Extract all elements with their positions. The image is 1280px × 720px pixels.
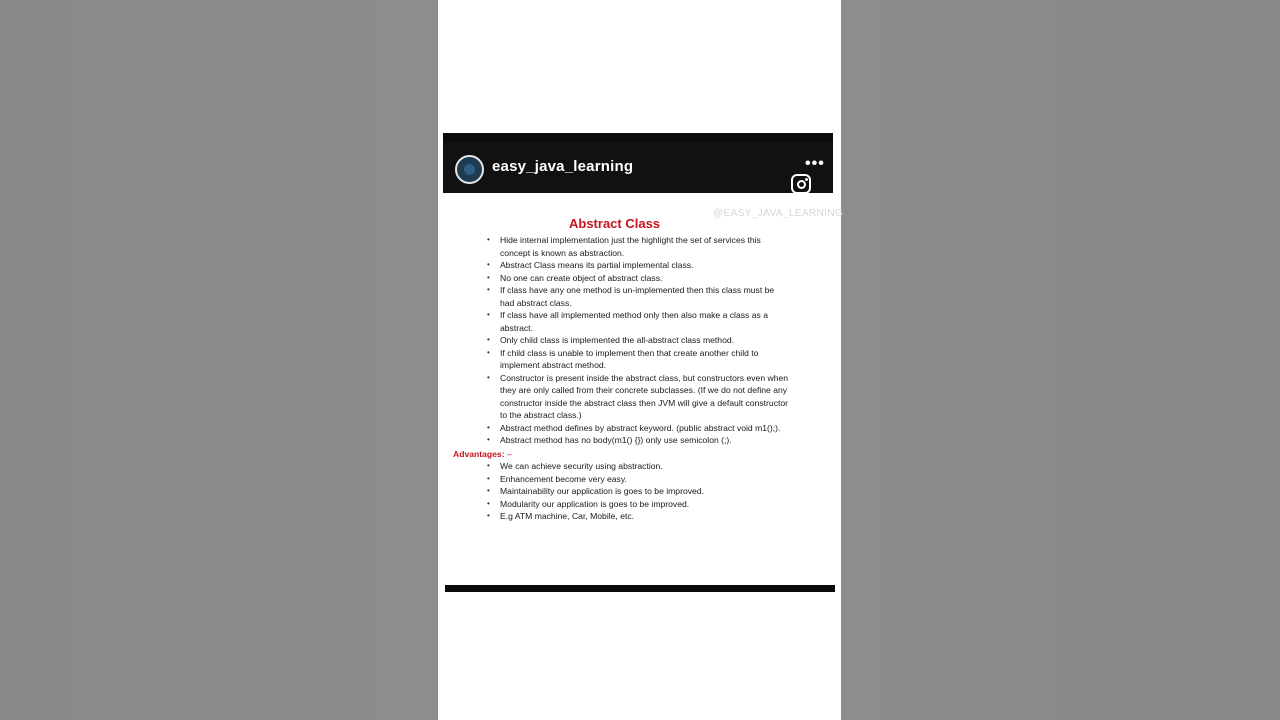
list-item: • Abstract Class means its partial implemental class. (445, 259, 835, 272)
instagram-lens (797, 180, 806, 189)
list-item: • Abstract method defines by abstract keyword. (public abstract void m1();). (445, 422, 835, 435)
list-item: • Maintainability our application is goes to be improved. (445, 485, 835, 498)
bottom-black-bar (445, 585, 835, 592)
list-item: • E.g ATM machine, Car, Mobile, etc. (445, 510, 835, 523)
list-item: • Hide internal implementation just the highlight the set of services this concept is known as abstraction. (445, 234, 835, 259)
list-item: • Constructor is present inside the abstract class, but constructors even when they are only called from their concrete subclasses. (If we do not define any constructor inside the abstract class then JVM will give a default constructor to the abstract class.) (445, 372, 835, 422)
list-item: • If child class is unable to implement then that create another child to implement abstract method. (445, 347, 835, 372)
advantages-heading (445, 448, 835, 461)
list-item: • Only child class is implemented the all-abstract class method. (445, 334, 835, 347)
list-item: • We can achieve security using abstraction. (445, 460, 835, 473)
advantages-label: Advantages: (453, 448, 505, 459)
blurred-background-left (0, 0, 438, 720)
profile-avatar[interactable] (455, 155, 484, 184)
blurred-background-right (841, 0, 1280, 720)
username[interactable]: easy_java_learning (492, 158, 634, 175)
list-item: • If class have all implemented method only then also make a class as a abstract. (445, 309, 835, 334)
instagram-dot (805, 178, 808, 181)
list-item: • Abstract method has no body(m1() {}) only use semicolon (;). (445, 434, 835, 447)
advantages-list (445, 460, 835, 523)
list-item: • No one can create object of abstract class. (445, 272, 835, 285)
points-list (445, 234, 835, 447)
list-item: • Enhancement become very easy. (445, 473, 835, 486)
document-content (445, 234, 835, 523)
watermark: @EASY_JAVA_LEARNING (713, 208, 844, 219)
list-item: • Modularity our application is goes to be improved. (445, 498, 835, 511)
top-black-bar (443, 133, 833, 142)
more-options-icon[interactable]: ••• (805, 155, 825, 172)
instagram-icon[interactable] (791, 174, 811, 194)
document-title: Abstract Class (569, 216, 661, 231)
advantages-dash: – (504, 448, 512, 459)
list-item: • If class have any one method is un-implemented then this class must be had abstract class. (445, 284, 835, 309)
